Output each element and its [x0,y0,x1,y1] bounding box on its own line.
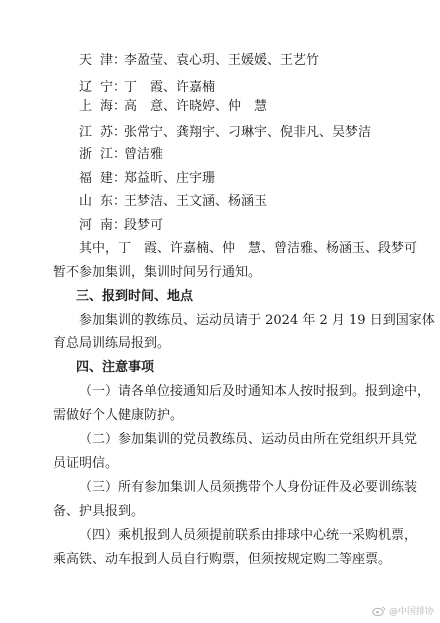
province-name: 河南 [79,218,113,233]
colon: ： [113,147,127,162]
item-line: 需做好个人健康防护。 [53,408,184,423]
colon: ： [113,80,127,95]
item-line: 员证明信。 [53,456,119,471]
item-line: （一）请各单位接通知后及时通知本人按时报到。报到途中， [79,384,431,399]
province-row [79,52,319,70]
note-line: 其中，丁 霞、许嘉楠、仲 慧、曾洁雅、杨涵玉、段梦可 [79,241,418,256]
province-name: 上海 [79,99,113,114]
province-row [79,170,215,188]
colon: ： [113,99,127,114]
paragraph-line: 参加集训的教练员、运动员请于 2024 年 2 月 19 日到国家体 [79,313,435,328]
item-line: （四）乘机报到人员须提前联系由排球中心统一采购机票， [79,528,418,543]
athlete-list: 丁 霞、许嘉楠 [124,80,216,95]
athlete-list: 郑益昕、庄宇珊 [124,171,216,186]
paragraph-line: 育总局训练局报到。 [53,336,171,351]
athlete-list: 张常宁、龚翔宇、刁琳宇、倪非凡、吴梦洁 [124,125,372,140]
athlete-list: 李盈莹、袁心玥、王媛媛、王艺竹 [124,53,320,68]
province-row [79,217,163,235]
province-row [79,79,215,97]
item-line: （三）所有参加集训人员须携带个人身份证件及必要训练装 [79,480,418,495]
athlete-list: 高 意、许晓婷、仲 慧 [124,99,268,114]
province-name: 山东 [79,194,113,209]
item-line: （二）参加集训的党员教练员、运动员由所在党组织开具党 [79,432,418,447]
province-row [79,146,163,164]
section-heading: 三、报到时间、地点 [76,289,194,304]
colon: ： [113,53,127,68]
athlete-list: 曾洁雅 [124,147,164,162]
item-line: 备、护具报到。 [53,504,145,519]
province-row [79,98,267,116]
province-name: 福建 [79,171,113,186]
note-line: 暂不参加集训，集训时间另行通知。 [53,265,262,280]
colon: ： [113,171,127,186]
watermark-text: @中国排协 [388,607,434,617]
colon: ： [113,194,127,209]
province-row [79,193,267,211]
section-heading: 四、注意事项 [76,360,155,375]
colon: ： [113,125,127,140]
watermark [372,604,434,617]
weibo-icon [372,606,386,616]
athlete-list: 王梦洁、王文涵、杨涵玉 [124,194,268,209]
colon: ： [113,218,127,233]
athlete-list: 段梦可 [124,218,164,233]
province-row [79,124,371,142]
province-name: 浙江 [79,147,113,162]
province-name: 江苏 [79,125,113,140]
item-line: 乘高铁、动车报到人员自行购票，但须按规定购二等座票。 [53,552,392,567]
province-name: 辽宁 [79,80,113,95]
province-name: 天津 [79,53,113,68]
